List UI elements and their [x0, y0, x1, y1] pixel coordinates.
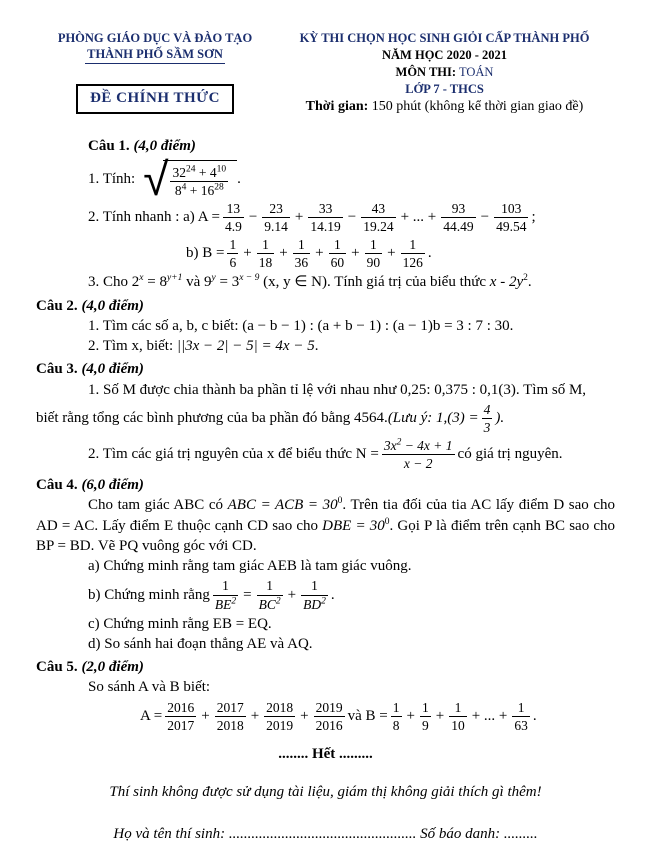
operator: − — [480, 208, 490, 225]
sqrt-expression — [143, 151, 237, 206]
operator: − — [248, 208, 258, 225]
fraction-denominator: $8^4 + 16^{28}$ — [174, 182, 224, 198]
fraction: $\frac{1}{63}$ — [514, 699, 528, 733]
question-4b: b) Chứng minh rằng $\frac{1}{BE^2}$ = $\frac{1}{BC^2}$ + $\frac{1}{BD^2}$ . — [88, 578, 335, 612]
fraction: $\frac{1}{126}$ — [402, 237, 423, 271]
fraction: $\frac{2017}{2018}$ — [216, 699, 244, 733]
fraction: $\frac{2016}{2017}$ — [167, 699, 195, 733]
angle-expression: ABC = ACB = 30 — [227, 497, 338, 514]
fraction: $\frac{1}{6}$ — [229, 237, 237, 271]
question-5-heading — [36, 657, 615, 677]
question-3-2: 2. Tìm các giá trị nguyên của x để biểu thức N = $\frac{3x^2 - 4x + 1}{x - 2}$ có giá trị nguyên. — [88, 437, 563, 472]
q1-1-end: . — [237, 170, 241, 187]
question-5-formula: A = $\frac{2016}{2017}$ + $\frac{2017}{2018}$ + $\frac{2018}{2019}$ + $\frac{2019}{2016}$ và B = $\frac{1}{8}$ + $\frac{1}{9}$ + $\frac{1}{10}$ + ... + $\frac{1}{63}$ . — [140, 699, 537, 733]
fraction: $\frac{103}{49.54}$ — [496, 200, 527, 234]
question-5-title: Câu 5. — [36, 659, 78, 676]
question-4-heading — [36, 475, 615, 495]
fraction: $\frac{93}{44.49}$ — [443, 200, 474, 234]
time-line — [274, 98, 615, 117]
fraction: $\frac{13}{4.9}$ — [224, 200, 242, 234]
operator: + — [279, 245, 288, 262]
authority-line2-wrap — [36, 46, 274, 64]
fraction: $\frac{1}{90}$ — [366, 237, 381, 271]
fraction: $\frac{2018}{2019}$ — [266, 699, 294, 733]
fraction: $\frac{1}{9}$ — [421, 699, 429, 733]
question-2-heading — [36, 296, 615, 316]
question-1-points: (4,0 điểm) — [133, 138, 196, 155]
question-2-2: 2. Tìm x, biết: ||3x − 2| − 5| = 4x − 5. — [88, 338, 319, 355]
operator: + — [435, 707, 445, 724]
fraction: $\frac{1}{BE^2}$ — [214, 578, 237, 612]
q1-2b-end: . — [427, 245, 432, 262]
authority-line2: THÀNH PHỐ SẦM SƠN — [85, 47, 225, 64]
candidate-number-dots: ......... — [503, 826, 538, 843]
official-exam-box: ĐỀ CHÍNH THỨC — [76, 84, 234, 114]
question-3-points: (4,0 điểm) — [81, 361, 144, 378]
operator: + ... + — [471, 707, 508, 724]
abs-value-equation: ||3x − 2| − 5| = 4x − 5 — [176, 338, 315, 355]
operator: + — [300, 707, 309, 724]
question-4-title: Câu 4. — [36, 477, 78, 494]
fraction: $\frac{1}{BD^2}$ — [303, 578, 326, 612]
operator: + — [287, 586, 297, 603]
time-value: 150 phút (không kể thời gian giao đề) — [368, 98, 584, 114]
q1-2a-end: ; — [531, 208, 536, 225]
sqrt-body — [163, 160, 237, 199]
question-3-heading — [36, 359, 615, 379]
exam-note: Thí sinh không được sử dụng tài liệu, giám thị không giải thích gì thêm! — [109, 784, 542, 801]
school-year: NĂM HỌC 2020 - 2021 — [382, 47, 507, 62]
operator: + — [243, 245, 252, 262]
fraction: $\frac{23}{9.14}$ — [264, 200, 288, 234]
q1-1-label: 1. Tính: — [88, 170, 136, 187]
fraction: $\frac{2019}{2016}$ — [315, 699, 343, 733]
fraction: $\frac{43}{19.24}$ — [363, 200, 394, 234]
issuing-authority-block — [36, 30, 274, 116]
fraction: $\frac{1}{36}$ — [294, 237, 309, 271]
exam-title: KỲ THI CHỌN HỌC SINH GIỎI CẤP THÀNH PHỐ — [299, 31, 590, 45]
end-marker: ........ Hết ......... — [278, 745, 373, 762]
question-2-points: (4,0 điểm) — [81, 297, 144, 314]
fraction: $\frac{1}{BC^2}$ — [258, 578, 281, 612]
operator: + ... + — [400, 208, 437, 225]
candidate-name-dots: .................................................. — [228, 826, 417, 843]
q5-a-label: A = — [140, 707, 163, 724]
exam-title-block — [274, 30, 615, 116]
operator: + — [406, 707, 415, 724]
question-1-2b — [36, 236, 615, 271]
fraction: $\frac{33}{14.19}$ — [310, 200, 341, 234]
question-2-title: Câu 2. — [36, 297, 78, 314]
angle-expression: DBE = 30 — [322, 517, 385, 534]
q1-2b-label: b) B = — [186, 245, 225, 262]
question-1-heading — [36, 136, 615, 156]
radical-icon: √ — [143, 151, 169, 206]
question-1-3: 3. Cho $2^x = 8^{y+1}$ và $9^y = 3^{x - 9}$ (x, y ∈ N). Tính giá trị của biểu thức x - $2y^2$. — [88, 273, 532, 291]
official-exam-box-wrap — [36, 84, 274, 114]
q1-2-label: 2. Tính nhanh : — [88, 208, 180, 225]
subject-line — [274, 64, 615, 81]
fraction: $\frac{1}{8}$ — [392, 699, 400, 733]
question-4d: d) So sánh hai đoạn thẳng AE và AQ. — [88, 635, 313, 652]
subject-value: TOÁN — [458, 64, 494, 79]
question-1-1 — [36, 151, 615, 206]
fraction: $\frac{1}{10}$ — [451, 699, 465, 733]
q1-2a-label: a) A = — [183, 208, 220, 225]
document-header — [36, 30, 615, 116]
candidate-info-line — [36, 824, 615, 844]
grade-line: LỚP 7 - THCS — [405, 81, 484, 96]
authority-line1: PHÒNG GIÁO DỤC VÀ ĐÀO TẠO — [57, 31, 253, 45]
operator: + — [201, 707, 210, 724]
question-4-statement: Cho tam giác ABC có ABC = ACB = $30^0$. Trên tia đối của tia AC lấy điểm D sao cho AD = AC. Lấy điểm E thuộc cạnh CD sao cho DBE = $30^0$. Gọi P là điểm trên cạnh BC sao cho BP = BD. Vẽ PQ vuông góc với CD. — [36, 496, 616, 554]
question-3-1-line2: biết rằng tổng các bình phương của ba phần đó bằng 4564. (Lưu ý: 1,(3) = $\frac{4}{3}$ ). — [36, 401, 505, 435]
operator: + — [294, 208, 304, 225]
subject-label: MÔN THI: — [395, 64, 457, 79]
fraction — [170, 165, 228, 198]
question-5-intro: So sánh A và B biết: — [88, 679, 211, 696]
question-3-title: Câu 3. — [36, 361, 78, 378]
question-1-title: Câu 1. — [88, 138, 130, 155]
fraction: $\frac{1}{18}$ — [258, 237, 273, 271]
operator: = — [243, 586, 252, 603]
question-1-2a — [36, 200, 615, 235]
question-3-1-line1: 1. Số M được chia thành ba phần tỉ lệ với nhau như 0,25: 0,375 : 0,1(3). Tìm số M, — [88, 381, 587, 398]
fraction: $\frac{3x^2 - 4x + 1}{x - 2}$ — [383, 437, 453, 472]
question-5-points: (2,0 điểm) — [81, 659, 144, 676]
question-2-1: 1. Tìm các số a, b, c biết: (a − b − 1) : (a + b − 1) : (a − 1)b = 3 : 7 : 30. — [88, 317, 514, 334]
question-4c: c) Chứng minh rằng EB = EQ. — [88, 615, 272, 632]
candidate-name-label: Họ và tên thí sinh: — [113, 826, 229, 843]
candidate-number-label: Số báo danh: — [416, 826, 504, 843]
operator: + — [315, 245, 324, 262]
operator: + — [250, 707, 260, 724]
operator: + — [387, 245, 396, 262]
fraction-numerator: $32^{24} + 4^{10}$ — [170, 165, 228, 182]
fraction: $\frac{1}{60}$ — [330, 237, 345, 271]
operator: − — [347, 208, 357, 225]
question-4a: a) Chứng minh rằng tam giác AEB là tam giác vuông. — [88, 558, 412, 575]
question-4-points: (6,0 điểm) — [81, 477, 144, 494]
fraction: $\frac{4}{3}$ — [483, 401, 491, 435]
operator: + — [351, 245, 360, 262]
time-label: Thời gian: — [305, 98, 369, 114]
q5-b-label: và B = — [347, 707, 388, 724]
